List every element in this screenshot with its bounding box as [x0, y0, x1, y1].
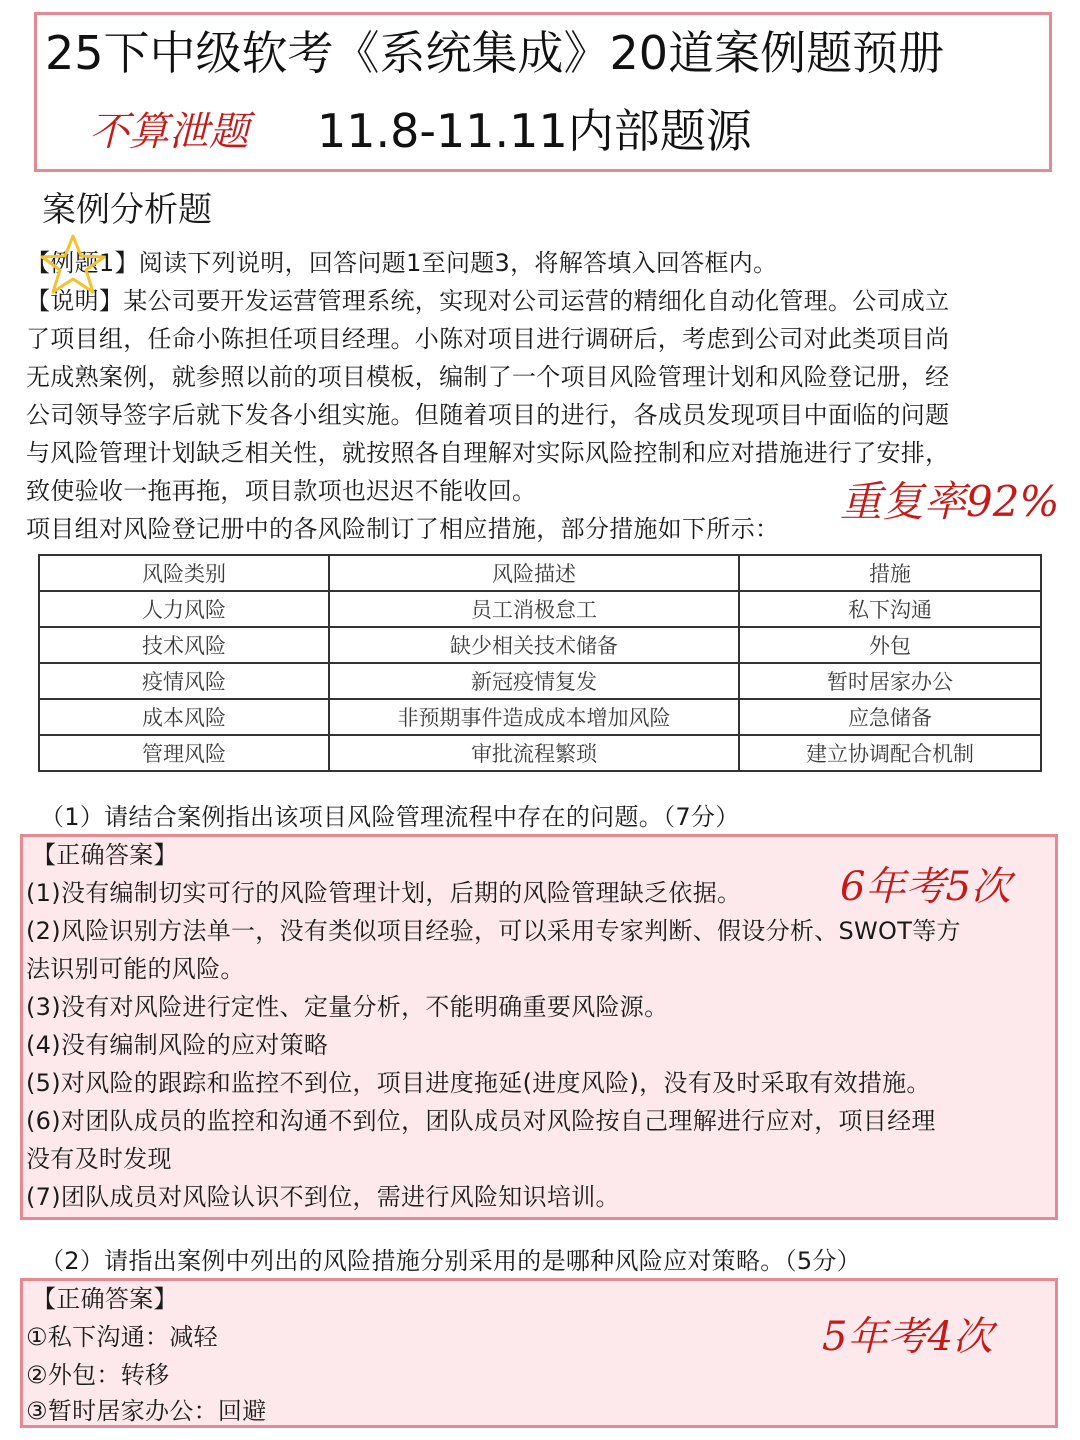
answer-label: 【正确答案】	[32, 1285, 178, 1313]
table-header-cell: 风险类别	[39, 555, 329, 591]
question-source: 11.8-11.11内部题源	[317, 104, 752, 158]
table-cell: 技术风险	[39, 627, 329, 663]
answer-line: (3)没有对风险进行定性、定量分析，不能明确重要风险源。	[26, 993, 669, 1021]
answer-line: (1)没有编制切实可行的风险管理计划，后期的风险管理缺乏依据。	[26, 879, 742, 907]
table-cell: 建立协调配合机制	[739, 735, 1041, 771]
table-row	[39, 591, 1041, 627]
table-cell: 外包	[739, 627, 1041, 663]
table-row	[39, 699, 1041, 735]
answer-line: ①私下沟通：减轻	[26, 1323, 218, 1351]
table-cell: 暂时居家办公	[739, 663, 1041, 699]
table-row	[39, 663, 1041, 699]
question-1: （1）请结合案例指出该项目风险管理流程中存在的问题。（7分）	[40, 803, 740, 831]
table-cell: 成本风险	[39, 699, 329, 735]
table-header-cell: 风险描述	[329, 555, 739, 591]
intro-line: 项目组对风险登记册中的各风险制订了相应措施，部分措施如下所示：	[26, 515, 780, 543]
table-cell: 疫情风险	[39, 663, 329, 699]
intro-line: 无成熟案例，就参照以前的项目模板，编制了一个项目风险管理计划和风险登记册，经	[26, 363, 950, 391]
handwritten-repeat-rate: 重复率92%	[840, 477, 1060, 526]
answer-line: (2)风险识别方法单一，没有类似项目经验，可以采用专家判断、假设分析、SWOT等方	[26, 917, 961, 945]
intro-line: 公司领导签字后就下发各小组实施。但随着项目的进行，各成员发现项目中面临的问题	[26, 401, 950, 429]
intro-line: 【说明】某公司要开发运营管理系统，实现对公司运营的精细化自动化管理。公司成立	[26, 287, 950, 315]
table-cell: 缺少相关技术储备	[329, 627, 739, 663]
title-frame	[34, 12, 1052, 172]
answer-line: ②外包：转移	[26, 1361, 170, 1389]
answer-line: (5)对风险的跟踪和监控不到位，项目进度拖延(进度风险)，没有及时采取有效措施。	[26, 1069, 931, 1097]
table-row	[39, 735, 1041, 771]
risk-measures-table	[38, 554, 1042, 772]
answer-line: 没有及时发现	[26, 1145, 172, 1173]
answer-line: (6)对团队成员的监控和沟通不到位，团队成员对风险按自己理解进行应对，项目经理	[26, 1107, 936, 1135]
handwritten-frequency-note: 5年考4次	[822, 1314, 993, 1360]
table-cell: 应急储备	[739, 699, 1041, 735]
table-cell: 非预期事件造成成本增加风险	[329, 699, 739, 735]
intro-line: 致使验收一拖再拖，项目款项也迟迟不能收回。	[26, 477, 537, 505]
page-title: 25下中级软考《系统集成》20道案例题预册	[45, 26, 945, 80]
table-header-cell: 措施	[739, 555, 1041, 591]
intro-line: 与风险管理计划缺乏相关性，就按照各自理解对实际风险控制和应对措施进行了安排，	[26, 439, 950, 467]
answer-line: 法识别可能的风险。	[26, 955, 245, 983]
answer-line: (4)没有编制风险的应对策略	[26, 1031, 329, 1059]
section-heading: 案例分析题	[42, 190, 212, 230]
question-2: （2）请指出案例中列出的风险措施分别采用的是哪种风险应对策略。（5分）	[40, 1247, 862, 1275]
intro-line: 了项目组，任命小陈担任项目经理。小陈对项目进行调研后，考虑到公司对此类项目尚	[26, 325, 950, 353]
table-cell: 员工消极怠工	[329, 591, 739, 627]
intro-line: 【例题1】阅读下列说明，回答问题1至问题3，将解答填入回答框内。	[26, 249, 778, 277]
table-cell: 管理风险	[39, 735, 329, 771]
table-header-row	[39, 555, 1041, 591]
table-cell: 新冠疫情复发	[329, 663, 739, 699]
table-row	[39, 627, 1041, 663]
answer-label: 【正确答案】	[32, 841, 178, 869]
answer-line: ③暂时居家办公：回避	[26, 1397, 267, 1425]
star-doodle-icon	[34, 232, 112, 296]
table-cell: 私下沟通	[739, 591, 1041, 627]
table-cell: 人力风险	[39, 591, 329, 627]
handwritten-frequency-note: 6年考5次	[840, 864, 1011, 910]
table-cell: 审批流程繁琐	[329, 735, 739, 771]
handwritten-note-not-leak: 不算泄题	[89, 109, 249, 155]
answer-line: (7)团队成员对风险认识不到位，需进行风险知识培训。	[26, 1183, 620, 1211]
